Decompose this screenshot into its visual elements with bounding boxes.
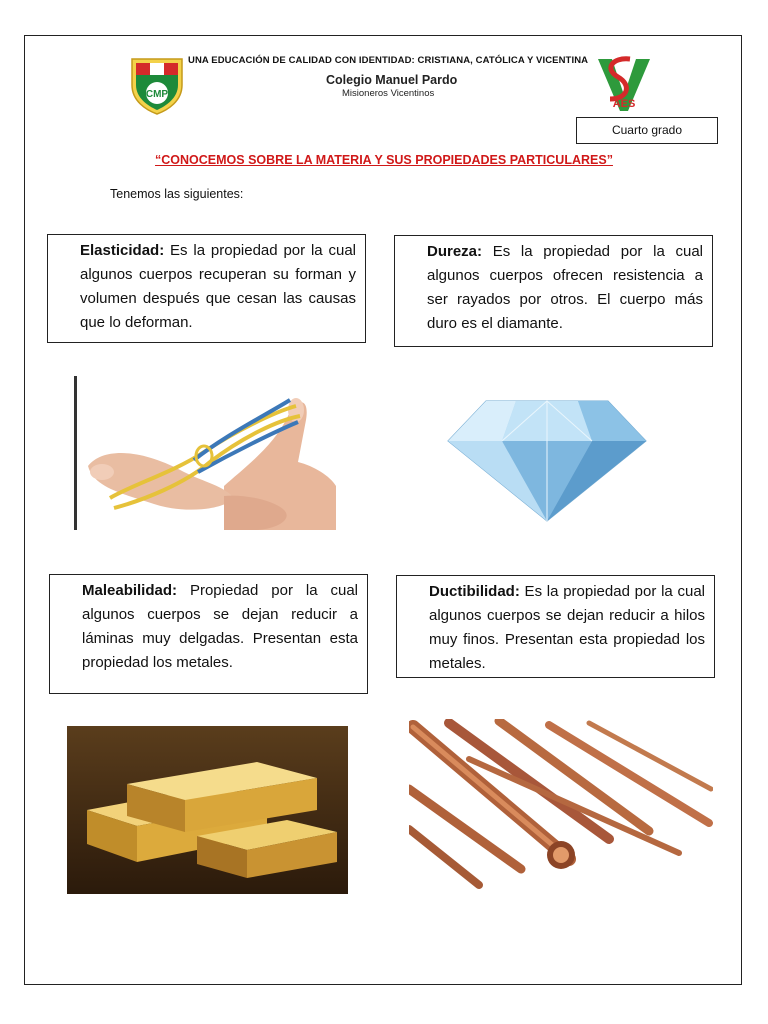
- rubber-band-image: [74, 376, 336, 530]
- term-ductibilidad: Ductibilidad:: [429, 583, 520, 600]
- page-title: “CONOCEMOS SOBRE LA MATERIA Y SUS PROPIEDADES PARTICULARES”: [155, 153, 613, 167]
- gold-bars-image: [67, 726, 348, 894]
- term-dureza: Dureza:: [427, 243, 483, 260]
- card-maleabilidad: [49, 574, 368, 694]
- school-motto: UNA EDUCACIÓN DE CALIDAD CON IDENTIDAD: CRISTIANA, CATÓLICA Y VICENTINA: [188, 55, 589, 66]
- intro-text: Tenemos las siguientes:: [110, 187, 244, 201]
- diamond-image: [446, 393, 648, 525]
- school-subtitle: Misioneros Vicentinos: [342, 88, 435, 99]
- grade-box: Cuarto grado: [576, 117, 718, 144]
- term-elasticidad: Elasticidad:: [80, 242, 165, 259]
- school-crest-logo: [128, 55, 186, 115]
- copper-wires-image: [409, 719, 713, 894]
- school-name: Colegio Manuel Pardo: [326, 73, 458, 87]
- desc-elasticidad: Es la propiedad por la cual algunos cuerpos recuperan su forman y volumen después que cesan las causas que lo deforman.: [80, 242, 356, 331]
- aes-letters: AES: [612, 98, 636, 110]
- card-ductibilidad: [396, 575, 715, 678]
- card-elasticidad: [47, 234, 366, 343]
- card-dureza: [394, 235, 713, 347]
- desc-ductibilidad: Es la propiedad por la cual algunos cuerpos se dejan reducir a hilos muy finos. Presentan esta propiedad los metales.: [429, 583, 705, 672]
- desc-maleabilidad: Propiedad por la cual algunos cuerpos se dejan reducir a láminas muy delgadas. Presentan esta propiedad los metales.: [82, 582, 358, 671]
- aes-logo: [590, 55, 658, 113]
- term-maleabilidad: Maleabilidad:: [82, 582, 178, 599]
- desc-dureza: Es la propiedad por la cual algunos cuerpos ofrecen resistencia a ser rayados por otros. El cuerpo más duro es el diamante.: [427, 243, 703, 332]
- crest-letters: CMP: [145, 89, 169, 100]
